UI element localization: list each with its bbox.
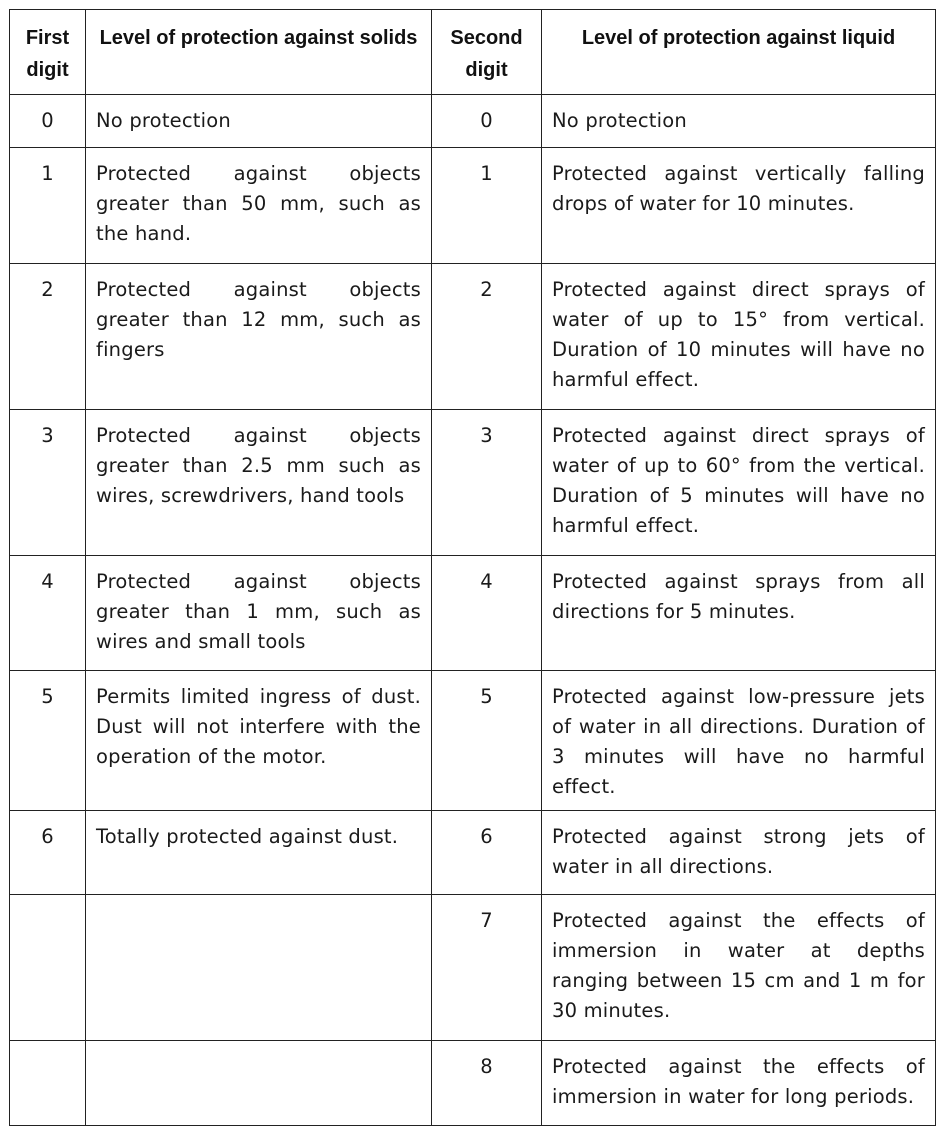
first-digit-cell: 5	[10, 671, 86, 811]
first-digit-cell: 6	[10, 811, 86, 895]
second-digit-cell: 4	[432, 556, 542, 671]
table-row	[10, 264, 936, 410]
header-first-digit: First digit	[10, 10, 86, 95]
header-row	[10, 10, 936, 95]
second-digit-cell: 6	[432, 811, 542, 895]
solids-cell	[86, 895, 432, 1041]
liquid-cell: Protected against low-pressure jets of water in all directions. Duration of 3 minutes will have no harmful effect.	[542, 671, 936, 811]
second-digit-cell: 5	[432, 671, 542, 811]
table-row	[10, 410, 936, 556]
liquid-cell: Protected against the effects of immersion in water for long periods.	[542, 1041, 936, 1126]
table-row	[10, 811, 936, 895]
second-digit-cell: 2	[432, 264, 542, 410]
first-digit-cell: 4	[10, 556, 86, 671]
solids-cell: Totally protected against dust.	[86, 811, 432, 895]
second-digit-cell: 0	[432, 95, 542, 148]
table-row	[10, 556, 936, 671]
second-digit-cell: 8	[432, 1041, 542, 1126]
liquid-cell: No protection	[542, 95, 936, 148]
header-solids: Level of protection against solids	[86, 10, 432, 95]
first-digit-cell: 1	[10, 148, 86, 264]
ip-rating-table	[9, 9, 936, 1126]
first-digit-cell: 2	[10, 264, 86, 410]
table-row	[10, 1041, 936, 1126]
solids-cell: Protected against objects greater than 12 mm, such as fingers	[86, 264, 432, 410]
liquid-cell: Protected against direct sprays of water of up to 15° from vertical. Duration of 10 minutes will have no harmful effect.	[542, 264, 936, 410]
first-digit-cell	[10, 1041, 86, 1126]
liquid-cell: Protected against strong jets of water in all directions.	[542, 811, 936, 895]
solids-cell: Protected against objects greater than 2.5 mm such as wires, screwdrivers, hand tools	[86, 410, 432, 556]
table-row	[10, 95, 936, 148]
solids-cell: Protected against objects greater than 1 mm, such as wires and small tools	[86, 556, 432, 671]
solids-cell: Permits limited ingress of dust. Dust will not interfere with the operation of the motor.	[86, 671, 432, 811]
first-digit-cell: 0	[10, 95, 86, 148]
table-row	[10, 671, 936, 811]
first-digit-cell: 3	[10, 410, 86, 556]
solids-cell	[86, 1041, 432, 1126]
table-row	[10, 148, 936, 264]
solids-cell: No protection	[86, 95, 432, 148]
solids-cell: Protected against objects greater than 50 mm, such as the hand.	[86, 148, 432, 264]
second-digit-cell: 1	[432, 148, 542, 264]
liquid-cell: Protected against sprays from all directions for 5 minutes.	[542, 556, 936, 671]
second-digit-cell: 7	[432, 895, 542, 1041]
liquid-cell: Protected against vertically falling drops of water for 10 minutes.	[542, 148, 936, 264]
first-digit-cell	[10, 895, 86, 1041]
table-row	[10, 895, 936, 1041]
header-second-digit: Second digit	[432, 10, 542, 95]
second-digit-cell: 3	[432, 410, 542, 556]
liquid-cell: Protected against direct sprays of water of up to 60° from the vertical. Duration of 5 minutes will have no harmful effect.	[542, 410, 936, 556]
header-liquid: Level of protection against liquid	[542, 10, 936, 95]
liquid-cell: Protected against the effects of immersion in water at depths ranging between 15 cm and 1 m for 30 minutes.	[542, 895, 936, 1041]
